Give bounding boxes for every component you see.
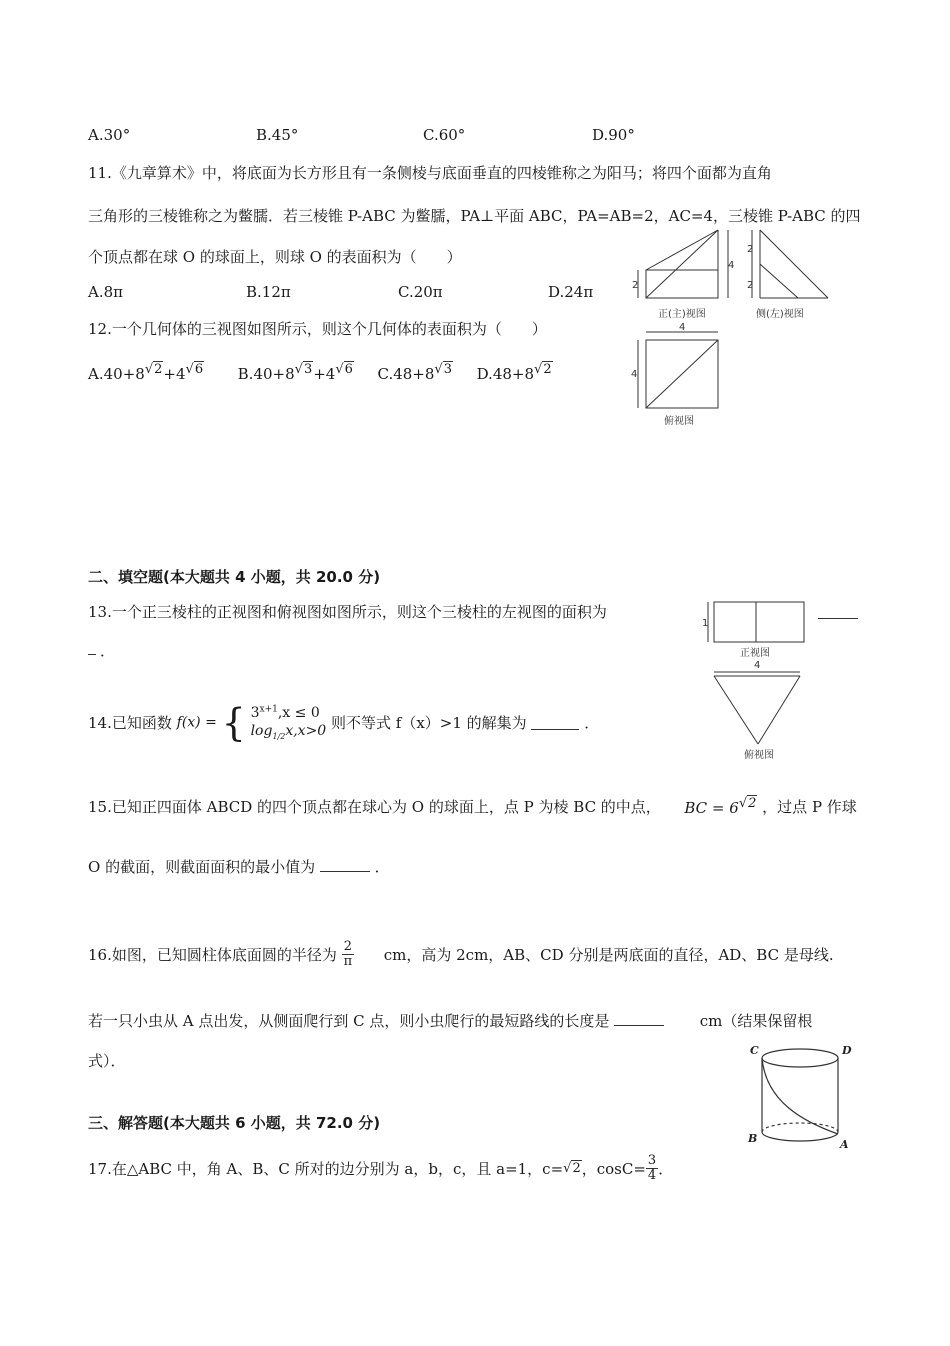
q16-line-2: 若一只小虫从 A 点出发，从侧面爬行到 C 点，则小虫爬行的最短路线的长度是 cm（结果保留根 <box>88 1012 813 1030</box>
q15-bc-expression: BC = 6√2 <box>684 796 757 817</box>
q11-option-b: B.12π <box>246 283 291 301</box>
q12-options <box>88 362 553 383</box>
section-2-heading: 二、填空题(本大题共 4 小题，共 20.0 分) <box>88 568 381 586</box>
q15-line-2: O 的截面，则截面面积的最小值为 ． <box>88 858 390 876</box>
q13-stem: 13.一个正三棱柱的正视图和俯视图如图所示，则这个三棱柱的左视图的面积为 <box>88 603 607 621</box>
q11-line-3: 个顶点都在球 O 的球面上，则球 O 的表面积为（ ） <box>88 248 462 266</box>
front-view <box>638 230 728 298</box>
top-label-4b: 4 <box>631 369 638 380</box>
side-label-2b: 2 <box>747 280 754 291</box>
top-view <box>638 332 718 408</box>
q11-option-a: A.8π <box>88 283 124 301</box>
side-view-caption: 侧(左)视图 <box>756 309 804 320</box>
q13-label-4: 4 <box>754 660 761 671</box>
q10-option-c: C.60° <box>423 126 466 144</box>
q17-cos-fraction: $\frac{3}{4}$ <box>647 1153 657 1183</box>
section-3-heading: 三、解答题(本大题共 6 小题，共 72.0 分) <box>88 1114 381 1132</box>
q10-option-b: B.45° <box>256 126 299 144</box>
q16-cylinder-figure <box>744 1042 856 1154</box>
q11-option-c: C.20π <box>398 283 443 301</box>
q13-top-view <box>714 672 800 744</box>
q16-line-1: 16.如图，已知圆柱体底面圆的半径为 $\frac{2}{\pi}$ cm，高为 2cm，AB、CD 分别是两底面的直径，AD、BC 是母线. <box>88 939 834 969</box>
q11-option-d: D.24π <box>548 283 594 301</box>
front-label-4: 4 <box>728 260 735 271</box>
top-view-caption: 俯视图 <box>664 416 694 427</box>
q14-piecewise: $3^{x+1},x \le 0$ $\log_{1/2}x,x>0$ <box>250 704 327 741</box>
q12-option-a: A.40+8√2+4√6 <box>88 362 204 383</box>
q13-answer-blank-cont <box>88 636 96 655</box>
cylinder-top-ellipse <box>762 1049 838 1067</box>
q14-answer-blank <box>531 715 579 730</box>
label-c: C <box>750 1044 759 1057</box>
label-a: A <box>840 1138 849 1151</box>
q15-line-1: 15.已知正四面体 ABCD 的四个顶点都在球心为 O 的球面上，点 P 为棱 BC 的中点， BC = 6√2 ，过点 P 作球 <box>88 796 857 817</box>
bug-path <box>762 1058 838 1134</box>
q13-side-label: 1 <box>702 618 709 629</box>
q13-front-view <box>708 602 804 642</box>
q12-option-c: C.48+8√3 <box>377 362 452 383</box>
q17-line: 17.在△ABC 中，角 A、B、C 所对的边分别为 a，b，c，且 a=1，c=√2，cosC= $\frac{3}{4}$ ． <box>88 1153 674 1183</box>
q14-line: 14.已知函数 f(x) = { $3^{x+1},x \le 0$ $\log_{1/2}x,x>0$ 则不等式 f（x）>1 的解集为 ． <box>88 700 600 745</box>
q13-top-caption: 俯视图 <box>744 750 774 761</box>
q13-front-caption: 正视图 <box>740 648 770 659</box>
front-label-2: 2 <box>632 280 639 291</box>
q12-option-d: D.48+8√2 <box>476 362 552 383</box>
q14-brace: { <box>221 700 246 745</box>
q12-three-views-figure <box>628 222 838 432</box>
label-b: B <box>748 1132 758 1145</box>
q10-option-a: A.30° <box>88 126 131 144</box>
q15-answer-blank <box>320 857 370 872</box>
q12-option-b: B.40+8√3+4√6 <box>237 362 353 383</box>
top-label-4a: 4 <box>679 322 686 333</box>
front-view-caption: 正(主)视图 <box>658 309 706 320</box>
q10-option-d: D.90° <box>592 126 635 144</box>
q11-line-1: 11.《九章算术》中，将底面为长方形且有一条侧棱与底面垂直的四棱锥称之为阳马；将四个面都为直角 <box>88 164 772 182</box>
q13-tail: ． <box>100 642 116 660</box>
q13-figure <box>700 596 812 766</box>
q13-answer-blank <box>818 602 858 619</box>
q16-answer-blank <box>614 1011 664 1026</box>
label-d: D <box>842 1044 852 1057</box>
q11-line-2: 三角形的三棱锥称之为鳖臑．若三棱锥 P-ABC 为鳖臑，PA⊥平面 ABC，PA=AB=2，AC=4，三棱锥 P-ABC 的四 <box>88 207 861 225</box>
q12-stem: 12.一个几何体的三视图如图所示，则这个几何体的表面积为（ ） <box>88 320 547 338</box>
q16-line-3: 式）． <box>88 1052 126 1070</box>
q16-radius-fraction: $\frac{2}{\pi}$ <box>343 939 353 969</box>
side-view <box>752 230 828 298</box>
side-label-2a: 2 <box>747 244 754 255</box>
